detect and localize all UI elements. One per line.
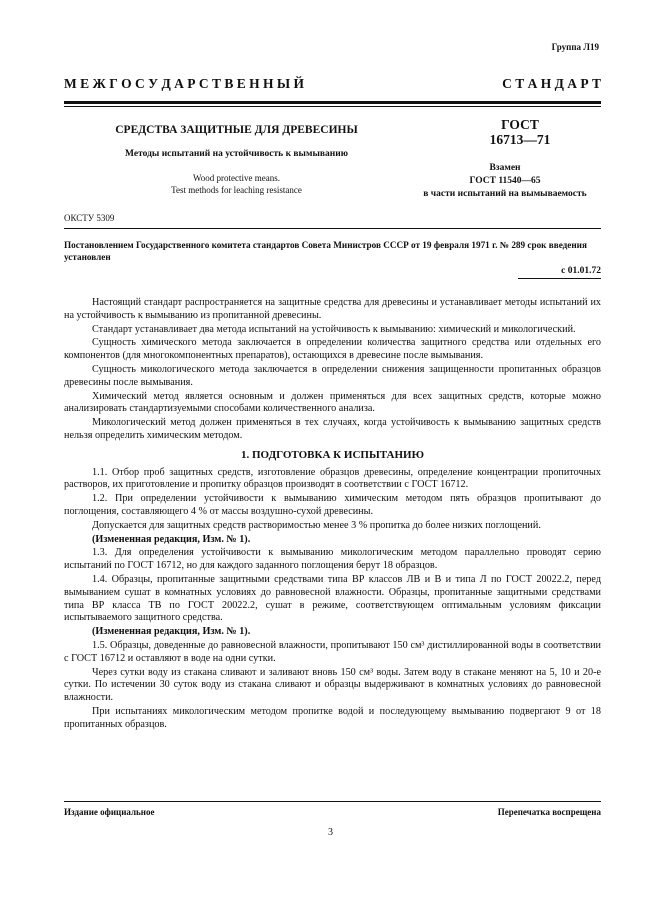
english-title [64,172,409,196]
effective-date: с 01.01.72 [561,266,601,276]
replaces-block [410,162,600,201]
document-title: СРЕДСТВА ЗАЩИТНЫЕ ДЛЯ ДРЕВЕСИНЫ [115,124,358,136]
decree-text: Постановлением Государственного комитета стандартов Совета Министров СССР от 19 февраля 1971 г. № 289 срок введения установлен [64,240,587,262]
intro-paragraph: Сущность химического метода заключается в определении количества защитного средства или отдельных его компонентов (для многокомпонентных препаратов), остающихся в древесине после вымывания. [64,337,601,362]
page-number: 3 [328,827,333,838]
top-rule-thick [64,101,601,104]
top-rule-thin [64,106,601,107]
english-title-line1: Wood protective means. [193,173,280,183]
intro-paragraph: Микологический метод должен применяться в тех случаях, когда устойчивость к вымыванию защитных средств нельзя определить химическим методом. [64,417,601,441]
effective-date-rule [518,278,601,279]
intro-paragraph: Настоящий стандарт распространяется на защитные средства для древесины и устанавливает методы испытаний их на устойчивость к вымыванию из пропитанной древесины. [64,297,601,321]
document-body [64,297,601,733]
clause-1-3: 1.3. Для определения устойчивости к вымыванию микологическим методом параллельно проводят серию испытаний по ГОСТ 16712, но для каждого заданного поглощения берут 18 образцов. [64,547,601,572]
banner-word-interstate: М Е Ж Г О С У Д А Р С Т В Е Н Н Ы Й [64,76,305,91]
clause-1-5-mycological: При испытаниях микологическим методом пропитке водой и последующему вымыванию подвергают 9 от 18 пропитанных образцов. [64,705,601,730]
intro-paragraph: Химический метод является основным и должен применяться для всех защитных средств, которые можно анализировать стандартизуемыми способами количественного анализа. [64,390,601,415]
intro-paragraph: Сущность микологического метода заключается в определении снижения защищенности пропитанных образцов древесины после вымывания. [64,363,601,388]
section-heading: 1. ПОДГОТОВКА К ИСПЫТАНИЮ [241,448,424,461]
standard-banner [64,76,601,92]
header-rule [64,228,601,229]
replaces-note: в части испытаний на вымываемость [423,189,587,199]
document-subtitle: Методы испытаний на устойчивость к вымыванию [125,149,348,159]
group-label: Группа Л19 [551,42,599,52]
clause-1-5-continued: Через сутки воду из стакана сливают и заливают вновь 150 см³ воды. Затем воду в стакане меняют на 5, 10 и 20-е сутки. По истечении 30 суток воду из стакана сливают и образцы выдерживают в комнатных условиях до равновесной влажности. [64,666,601,704]
okstu-code: ОКСТУ 5309 [64,213,115,223]
footer-rule [64,801,601,802]
gost-label: ГОСТ [501,117,539,132]
replaces-gost: ГОСТ 11540—65 [469,176,541,186]
official-edition-label: Издание официальное [64,807,155,817]
gost-designation [440,117,600,147]
english-title-line2: Test methods for leaching resistance [171,185,302,195]
clause-1-1: 1.1. Отбор проб защитных средств, изготовление образцов древесины, определение концентрации пропиточных растворов, их приготовление и пропитку образцов производят в соответствии с ГОСТ 16712. [64,466,601,491]
amendment-note: (Измененная редакция, Изм. № 1). [92,533,251,545]
clause-1-4: 1.4. Образцы, пропитанные защитными средствами типа ВР классов ЛВ и В и типа Л по ГОСТ 20022.2, перед вымыванием сушат в комнатных условиях до равновесной влажности. Образцы, пропитанные защитными средствами типа ВР класса ТВ по ГОСТ 20022.2, сушат в режиме, соответствующем оптимальным условиям фиксации испытываемого защитного средства. [64,573,601,624]
reprint-prohibited-label: Перепечатка воспрещена [497,807,601,817]
clause-1-5: 1.5. Образцы, доведенные до равновесной влажности, пропитывают 150 см³ дистиллированной воды в соответствии с ГОСТ 16712 и оставляют в воде на одни сутки. [64,639,601,664]
banner-word-standard: С Т А Н Д А Р Т [502,76,601,91]
replaces-label: Взамен [489,163,521,173]
intro-paragraph: Стандарт устанавливает два метода испытаний на устойчивость к вымыванию: химический и микологический. [92,323,576,335]
gost-number: 16713—71 [489,132,551,147]
clause-1-2: 1.2. При определении устойчивости к вымыванию химическим методом пять образцов пропитывают до поглощения, составляющего 4 % от массы воздушно-сухой древесины. [64,493,601,517]
amendment-note: (Измененная редакция, Изм. № 1). [92,626,251,638]
clause-1-2-note: Допускается для защитных средств растворимостью менее 3 % пропитка до более низких поглощений. [92,519,541,531]
